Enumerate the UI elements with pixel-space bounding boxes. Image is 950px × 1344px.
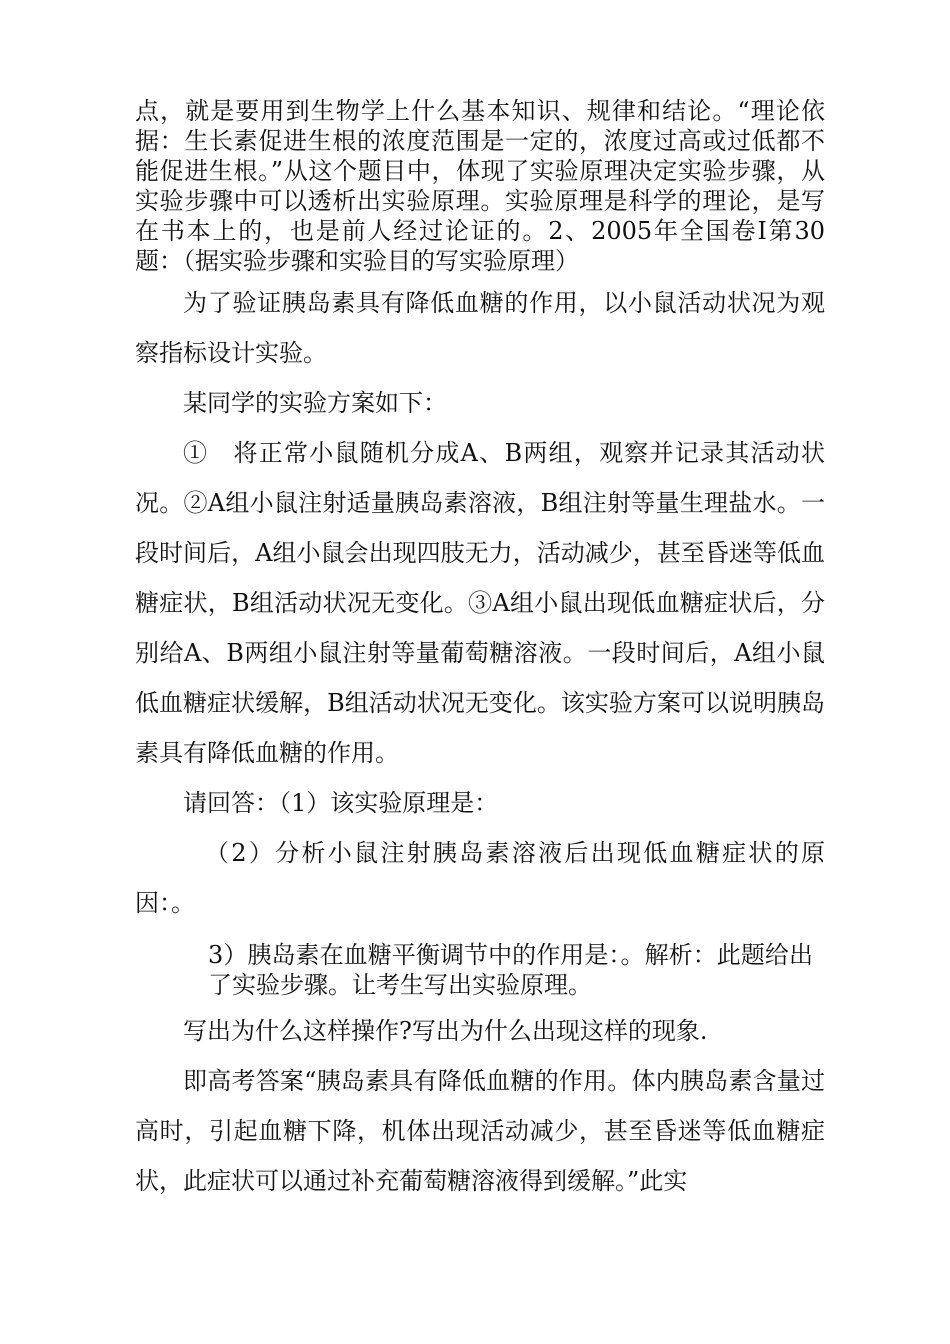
paragraph-plan-intro: 某同学的实验方案如下： xyxy=(183,389,447,417)
paragraph-exam-answer: 即高考答案“胰岛素具有降低血糖的作用。体内胰岛素含量过高时，引起血糖下降，机体出现活动减少，甚至昏迷等低血糖症状，此症状可以通过补充葡萄糖溶液得到缓解。”此实 xyxy=(135,1067,825,1195)
paragraph-experiment-purpose: 为了验证胰岛素具有降低血糖的作用，以小鼠活动状况为观察指标设计实验。 xyxy=(135,289,825,367)
paragraph-why-operation: 写出为什么这样操作?写出为什么出现这样的现象. xyxy=(183,1017,708,1045)
paragraph-theory-basis: 点，就是要用到生物学上什么基本知识、规律和结论。“理论依据：生长素促进生根的浓度范围是一定的，浓度过高或过低都不能促进生根。”从这个题目中，体现了实验原理决定实验步骤，从实验步骤中可以透析出实验原理。实验原理是科学的理论，是写在书本上的，也是前人经过论证的。2、2005年全国卷Ⅰ第30题：（据实验步骤和实验目的写实验原理） xyxy=(135,97,825,275)
paragraph-question-3-analysis: 3）胰岛素在血糖平衡调节中的作用是：。解析：此题给出了实验步骤。让考生写出实验原理。 xyxy=(208,941,813,999)
paragraph-question-2: （2）分析小鼠注射胰岛素溶液后出现低血糖症状的原因：。 xyxy=(135,839,825,917)
paragraph-experiment-steps: ① 将正常小鼠随机分成A、B两组，观察并记录其活动状况。②A组小鼠注射适量胰岛素溶液，B组注射等量生理盐水。一段时间后，A组小鼠会出现四肢无力，活动减少，甚至昏迷等低血糖症状，B组活动状况无变化。③A组小鼠出现低血糖症状后，分别给A、B两组小鼠注射等量葡萄糖溶液。一段时间后，A组小鼠低血糖症状缓解，B组活动状况无变化。该实验方案可以说明胰岛素具有降低血糖的作用。 xyxy=(135,439,825,767)
paragraph-question-1: 请回答：（1）该实验原理是： xyxy=(183,789,499,817)
